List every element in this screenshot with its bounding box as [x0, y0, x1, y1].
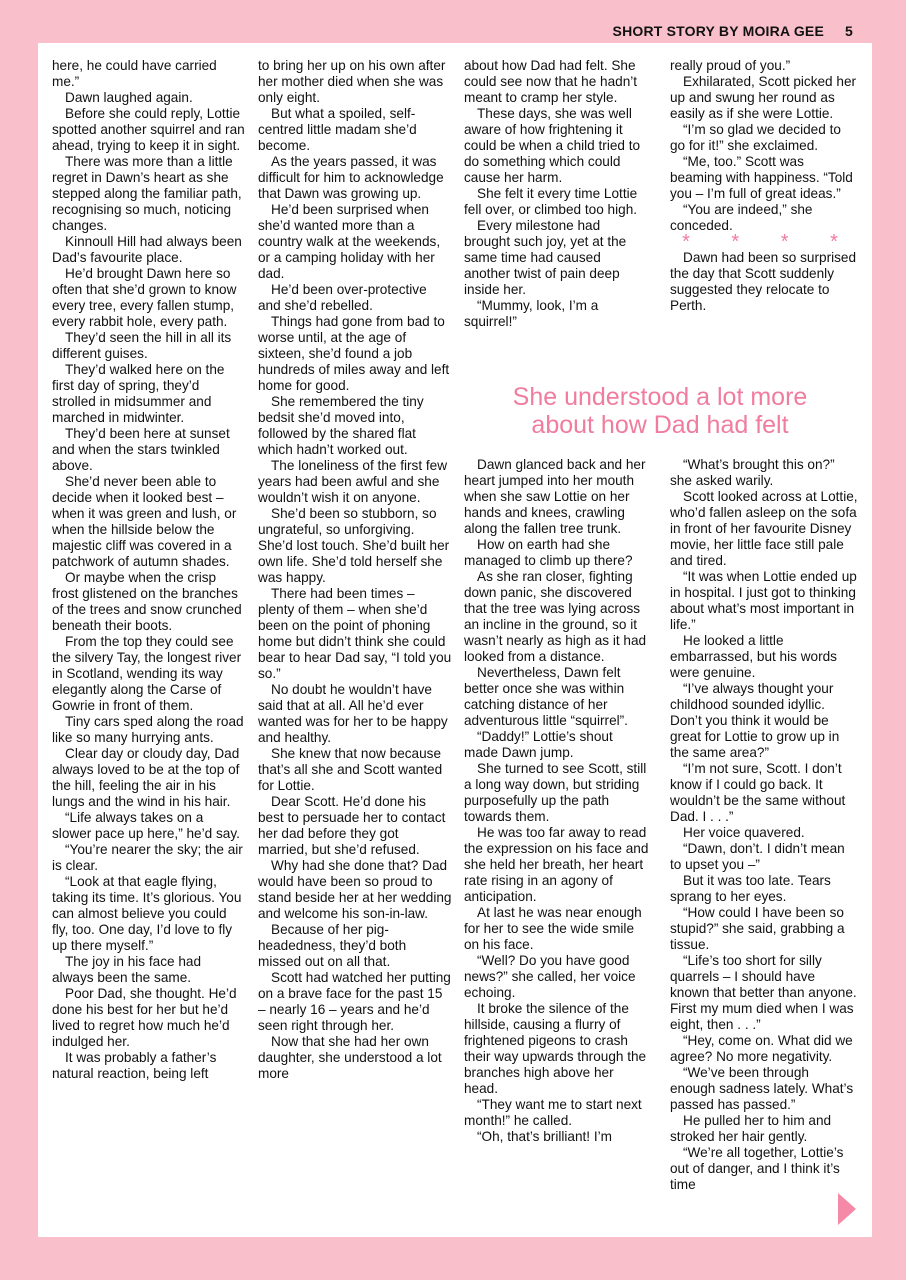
- paragraph: Scott looked across at Lottie, who’d fallen asleep on the sofa in front of her favourite Disney movie, her little face still pale and tired.: [670, 489, 858, 568]
- paragraph: Tiny cars sped along the road like so many hurrying ants.: [52, 714, 244, 745]
- paragraph: The loneliness of the first few years had been awful and she wouldn’t wish it on anyone.: [258, 458, 448, 505]
- paragraph: They’d seen the hill in all its different guises.: [52, 330, 232, 361]
- paragraph: “Oh, that’s brilliant! I’m: [477, 1129, 612, 1144]
- column-4-after-divider: [670, 250, 858, 314]
- paragraph: “I’m not sure, Scott. I don’t know if I could go back. It wouldn’t be the same without Dad. I . . .”: [670, 761, 846, 824]
- paragraph: He pulled her to him and stroked her hair gently.: [670, 1113, 832, 1144]
- paragraph: He was too far away to read the expression on his face and she held her breath, her heart rate rising in an agony of anticipation.: [464, 825, 649, 904]
- paragraph: There was more than a little regret in Dawn’s heart as she stepped along the familiar path, recognising so much, noticing changes.: [52, 154, 242, 233]
- paragraph: “Mummy, look, I’m a squirrel!”: [464, 298, 599, 329]
- paragraph: “We’re all together, Lottie’s out of danger, and I think it’s time: [670, 1145, 844, 1192]
- paragraph: “How could I have been so stupid?” she said, grabbing a tissue.: [670, 905, 845, 952]
- article-page: [38, 43, 872, 1237]
- paragraph: “They want me to start next month!” he called.: [464, 1097, 642, 1128]
- paragraph: Kinnoull Hill had always been Dad’s favourite place.: [52, 234, 242, 265]
- paragraph: Why had she done that? Dad would have been so proud to stand beside her at her wedding and welcome his son-in-law.: [258, 858, 452, 921]
- paragraph: to bring her up on his own after her mother died when she was only eight.: [258, 58, 446, 105]
- paragraph: These days, she was well aware of how frightening it could be when a child tried to do something which could cause her harm.: [464, 106, 641, 185]
- paragraph: “You’re nearer the sky; the air is clear.: [52, 842, 243, 873]
- paragraph: How on earth had she managed to climb up there?: [464, 537, 633, 568]
- paragraph: She felt it every time Lottie fell over, or climbed too high.: [464, 186, 638, 217]
- paragraph: “It was when Lottie ended up in hospital. I just got to thinking about what’s most important in life.”: [670, 569, 857, 632]
- paragraph: At last he was near enough for her to see the wide smile on his face.: [464, 905, 642, 952]
- next-page-arrow-icon[interactable]: [838, 1193, 856, 1225]
- column-2: [258, 58, 452, 1082]
- paragraph: It broke the silence of the hillside, causing a flurry of frightened pigeons to crash their way upwards through the branches high above her head.: [464, 1001, 647, 1096]
- paragraph: “Me, too.” Scott was beaming with happiness. “Told you – I’m full of great ideas.”: [670, 154, 853, 201]
- column-3-lower: [464, 457, 650, 1145]
- paragraph: Or maybe when the crisp frost glistened on the branches of the trees and snow crunched beneath their boots.: [52, 570, 242, 633]
- paragraph: She knew that now because that’s all she and Scott wanted for Lottie.: [258, 746, 443, 793]
- paragraph: “What’s brought this on?” she asked warily.: [670, 457, 835, 488]
- paragraph: Nevertheless, Dawn felt better once she was within catching distance of her adventurous little “squirrel”.: [464, 665, 628, 728]
- paragraph: “Well? Do you have good news?” she called, her voice echoing.: [464, 953, 636, 1000]
- paragraph: “Life’s too short for silly quarrels – I should have known that better than anyone. First my mum died when I was eight, then . . .”: [670, 953, 857, 1032]
- page-number: 5: [845, 23, 853, 39]
- pull-quote: She understood a lot more about how Dad had felt: [512, 383, 808, 439]
- paragraph: Dawn laughed again.: [65, 90, 193, 105]
- paragraph: Clear day or cloudy day, Dad always loved to be at the top of the hill, feeling the air in his lungs and the wind in his hair.: [52, 746, 240, 809]
- paragraph: Every milestone had brought such joy, yet at the same time had caused another twist of pain deep inside her.: [464, 218, 627, 297]
- paragraph: There had been times – plenty of them – when she’d been on the point of phoning home but didn’t think she could bear to hear Dad say, “I told you so.”: [258, 586, 452, 681]
- paragraph: They’d walked here on the first day of spring, they’d strolled in midsummer and marched in midwinter.: [52, 362, 225, 425]
- paragraph: “Hey, come on. What did we agree? No more negativity.: [670, 1033, 853, 1064]
- paragraph: here, he could have carried me.”: [52, 58, 217, 89]
- paragraph: Poor Dad, she thought. He’d done his best for her but he’d lived to regret how much he’d indulged her.: [52, 986, 237, 1049]
- paragraph: Before she could reply, Lottie spotted another squirrel and ran ahead, trying to keep it in sight.: [52, 106, 245, 153]
- column-4-top: [670, 58, 858, 234]
- paragraph: They’d been here at sunset and when the stars twinkled above.: [52, 426, 230, 473]
- paragraph: “I’m so glad we decided to go for it!” she exclaimed.: [670, 122, 841, 153]
- paragraph: “Look at that eagle flying, taking its time. It’s glorious. You can almost believe you could fly, too. One day, I’d love to fly up there myself.”: [52, 874, 242, 953]
- paragraph: It was probably a father’s natural reaction, being left: [52, 1050, 217, 1081]
- paragraph: But it was too late. Tears sprang to her eyes.: [670, 873, 831, 904]
- paragraph: She’d been so stubborn, so ungrateful, so unforgiving. She’d lost touch. She’d built her own life. She’d told herself she was happy.: [258, 506, 450, 585]
- paragraph: The joy in his face had always been the same.: [52, 954, 202, 985]
- paragraph: Because of her pig-headedness, they’d both missed out on all that.: [258, 922, 407, 969]
- paragraph: “I’ve always thought your childhood sounded idyllic. Don’t you think it would be great for Lottie to grow up in the same area?”: [670, 681, 840, 760]
- paragraph: Exhilarated, Scott picked her up and swung her round as easily as if she were Lottie.: [670, 74, 857, 121]
- paragraph: Scott had watched her putting on a brave face for the past 15 – nearly 16 – years and he’d seen right through her.: [258, 970, 451, 1033]
- column-1: [52, 58, 246, 1082]
- paragraph: As the years passed, it was difficult for him to acknowledge that Dawn was growing up.: [258, 154, 444, 201]
- paragraph: Dawn had been so surprised the day that Scott suddenly suggested they relocate to Perth.: [670, 250, 857, 313]
- paragraph: Dawn glanced back and her heart jumped into her mouth when she saw Lottie on her hands and knees, crawling along the fallen tree trunk.: [464, 457, 646, 536]
- paragraph: really proud of you.”: [670, 58, 791, 73]
- paragraph: “Dawn, don’t. I didn’t mean to upset you –”: [670, 841, 845, 872]
- paragraph: “Daddy!” Lottie’s shout made Dawn jump.: [464, 729, 613, 760]
- section-divider: * * * *: [682, 231, 856, 253]
- paragraph: He’d been over-protective and she’d rebelled.: [258, 282, 427, 313]
- paragraph: “Life always takes on a slower pace up here,” he’d say.: [52, 810, 240, 841]
- paragraph: “You are indeed,” she conceded.: [670, 202, 813, 233]
- paragraph: He’d brought Dawn here so often that she’d grown to know every tree, every fallen stump, every rabbit hole, every path.: [52, 266, 237, 329]
- paragraph: about how Dad had felt. She could see now that he hadn’t meant to cramp her style.: [464, 58, 638, 105]
- column-4-lower: [670, 457, 858, 1193]
- paragraph: “We’ve been through enough sadness lately. What’s passed has passed.”: [670, 1065, 854, 1112]
- paragraph: She remembered the tiny bedsit she’d moved into, followed by the shared flat which hadn’t worked out.: [258, 394, 424, 457]
- paragraph: Dear Scott. He’d done his best to persuade her to contact her dad before they got married, but she’d refused.: [258, 794, 446, 857]
- paragraph: As she ran closer, fighting down panic, she discovered that the tree was lying across an incline in the ground, so it wasn’t nearly as high as it had looked from a distance.: [464, 569, 647, 664]
- header-bar: [0, 0, 906, 42]
- paragraph: She’d never been able to decide when it looked best – when it was green and lush, or when the hillside below the majestic cliff was covered in a patchwork of autumn shades.: [52, 474, 237, 569]
- paragraph: He looked a little embarrassed, but his words were genuine.: [670, 633, 837, 680]
- column-4: [670, 58, 858, 314]
- paragraph: He’d been surprised when she’d wanted more than a country walk at the weekends, or a camping holiday with her dad.: [258, 202, 441, 281]
- paragraph: Things had gone from bad to worse until, at the age of sixteen, she’d found a job hundreds of miles away and left home for good.: [258, 314, 450, 393]
- paragraph: But what a spoiled, self-centred little madam she’d become.: [258, 106, 417, 153]
- paragraph: From the top they could see the silvery Tay, the longest river in Scotland, wending its way elegantly along the Carse of Gowrie in front of them.: [52, 634, 242, 713]
- paragraph: Now that she had her own daughter, she understood a lot more: [258, 1034, 442, 1081]
- column-3: [464, 58, 650, 330]
- paragraph: She turned to see Scott, still a long way down, but striding purposefully up the path towards them.: [464, 761, 647, 824]
- header-title: SHORT STORY BY MOIRA GEE: [612, 23, 824, 39]
- paragraph: Her voice quavered.: [683, 825, 805, 840]
- paragraph: No doubt he wouldn’t have said that at all. All he’d ever wanted was for her to be happy and healthy.: [258, 682, 448, 745]
